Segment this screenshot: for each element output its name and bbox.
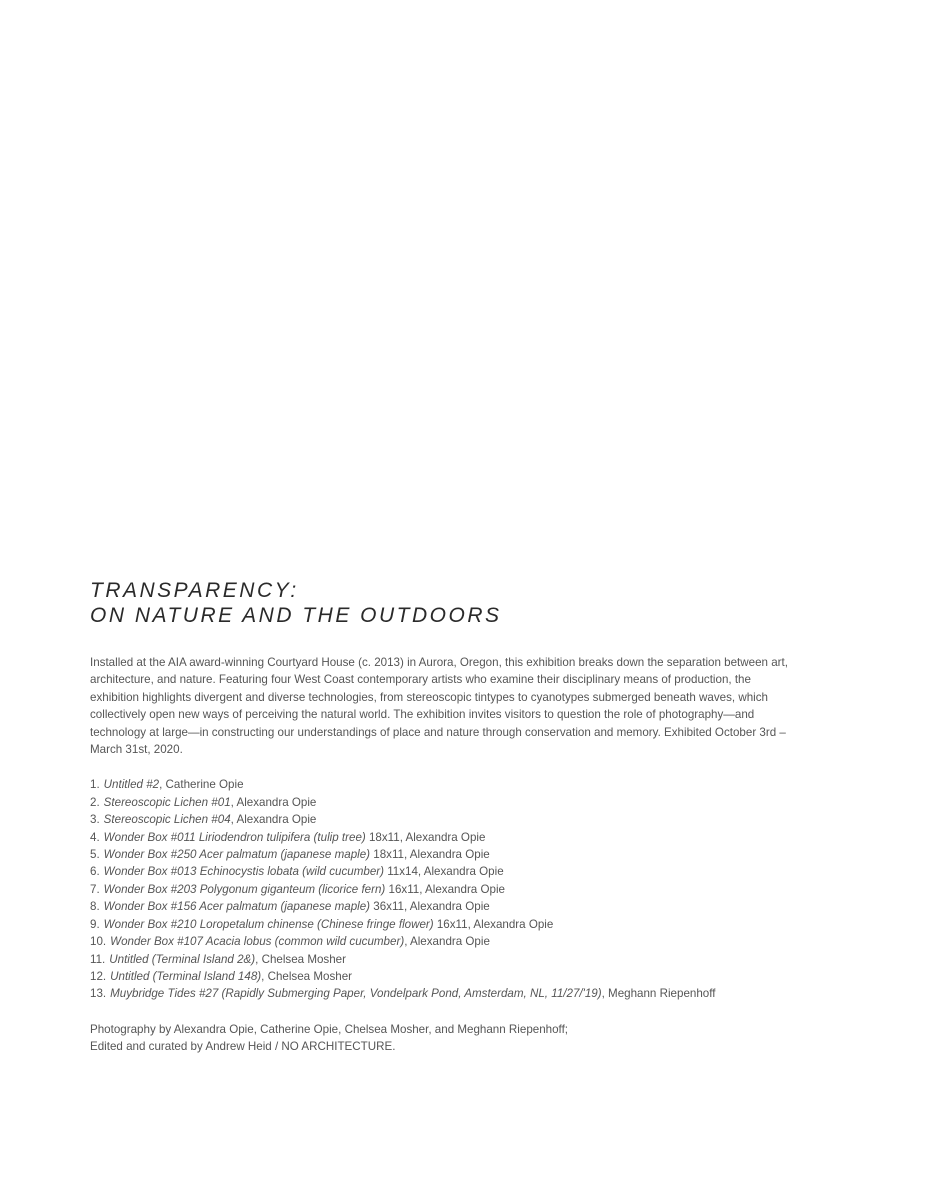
work-title: Stereoscopic Lichen #01	[103, 795, 231, 809]
work-number: 5.	[90, 848, 100, 862]
exhibition-description: Installed at the AIA award-winning Courtyard House (c. 2013) in Aurora, Oregon, this exhibition breaks down the separation between art, architecture, and nature. Featuring four West Coast contemporary artists who examine their disciplinary means of production, the exhibition highlights divergent and diverse technologies, from stereoscopic tintypes to cyanotypes submerged beneath waves, which collectively open new ways of perceiving the natural world. The exhibition invites visitors to question the role of photography—and technology at large—in constructing our understandings of place and nature through conservation and memory. Exhibited October 3rd – March 31st, 2020.	[90, 656, 788, 757]
works-list	[90, 776, 790, 1002]
work-item	[90, 881, 790, 898]
work-item	[90, 846, 790, 863]
work-item	[90, 829, 790, 846]
work-artist: , Catherine Opie	[159, 778, 244, 792]
credits	[90, 1021, 790, 1056]
work-title: Wonder Box #203 Polygonum giganteum (licorice fern)	[103, 882, 386, 896]
work-title: Wonder Box #210 Loropetalum chinense (Chinese fringe flower)	[103, 917, 434, 931]
work-artist: 18x11, Alexandra Opie	[370, 848, 490, 862]
work-number: 8.	[90, 900, 100, 914]
exhibition-text-block	[90, 578, 790, 1056]
work-item	[90, 916, 790, 933]
work-item	[90, 951, 790, 968]
work-item	[90, 794, 790, 811]
work-number: 10.	[90, 935, 107, 949]
work-title: Stereoscopic Lichen #04	[103, 813, 231, 827]
work-artist: , Alexandra Opie	[230, 795, 317, 809]
work-title: Wonder Box #156 Acer palmatum (japanese maple)	[103, 900, 371, 914]
work-number: 1.	[90, 778, 100, 792]
work-artist: 16x11, Alexandra Opie	[433, 917, 554, 931]
work-artist: 18x11, Alexandra Opie	[365, 830, 486, 844]
work-title: Wonder Box #107 Acacia lobus (common wild cucumber)	[110, 935, 405, 949]
work-number: 2.	[90, 795, 100, 809]
work-number: 4.	[90, 830, 100, 844]
credits-line-1: Photography by Alexandra Opie, Catherine Opie, Chelsea Mosher, and Meghann Riepenhoff;	[90, 1022, 569, 1036]
work-artist: , Alexandra Opie	[404, 935, 490, 949]
work-title: Muybridge Tides #27 (Rapidly Submerging Paper, Vondelpark Pond, Amsterdam, NL, 11/27/'19)	[110, 987, 602, 1001]
exhibition-title	[90, 578, 790, 628]
work-item	[90, 968, 790, 985]
work-number: 13.	[90, 987, 107, 1001]
work-number: 6.	[90, 865, 100, 879]
work-item	[90, 863, 790, 880]
work-number: 9.	[90, 917, 100, 931]
work-item	[90, 985, 790, 1002]
work-item	[90, 811, 790, 828]
work-title: Wonder Box #013 Echinocystis lobata (wild cucumber)	[103, 865, 384, 879]
work-title: Wonder Box #011 Liriodendron tulipifera (tulip tree)	[103, 830, 366, 844]
work-artist: , Meghann Riepenhoff	[601, 987, 716, 1001]
credits-line-2: Edited and curated by Andrew Heid / NO ARCHITECTURE.	[90, 1040, 396, 1054]
work-number: 3.	[90, 813, 100, 827]
work-artist: , Chelsea Mosher	[255, 952, 346, 966]
work-item	[90, 933, 790, 950]
work-title: Untitled (Terminal Island 148)	[110, 969, 262, 983]
work-number: 11.	[90, 952, 106, 966]
work-artist: , Chelsea Mosher	[261, 969, 352, 983]
work-number: 7.	[90, 882, 100, 896]
work-artist: 36x11, Alexandra Opie	[370, 900, 490, 914]
work-title: Untitled (Terminal Island 2&)	[109, 952, 256, 966]
work-item	[90, 776, 790, 793]
work-artist: 11x14, Alexandra Opie	[383, 865, 504, 879]
work-artist: 16x11, Alexandra Opie	[385, 882, 505, 896]
work-number: 12.	[90, 969, 107, 983]
title-line-1: TRANSPARENCY:	[90, 579, 299, 602]
work-title: Untitled #2	[103, 778, 160, 792]
work-artist: , Alexandra Opie	[230, 813, 317, 827]
work-title: Wonder Box #250 Acer palmatum (japanese maple)	[103, 848, 371, 862]
work-item	[90, 898, 790, 915]
title-line-2: ON NATURE AND THE OUTDOORS	[90, 604, 502, 627]
